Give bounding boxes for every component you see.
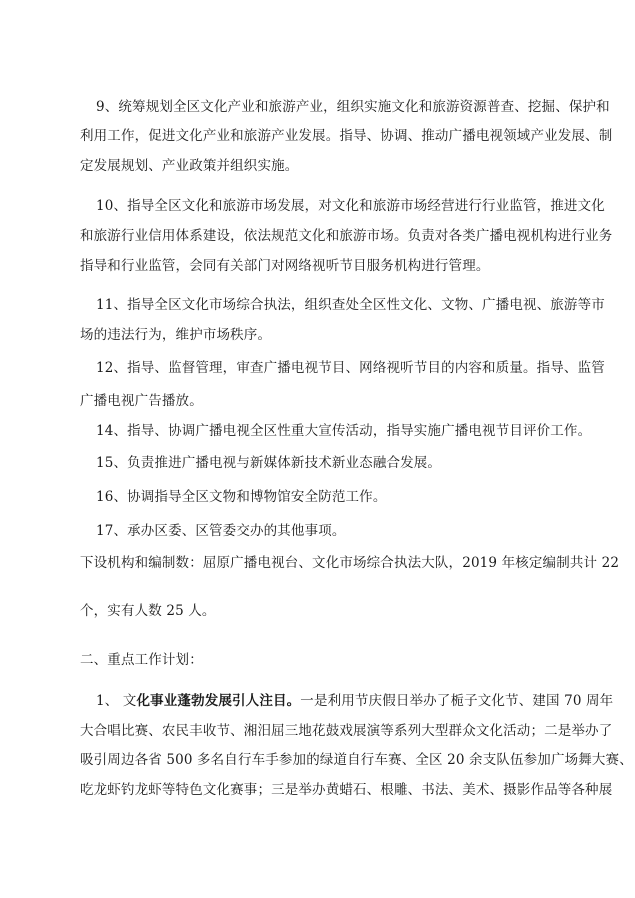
plan-item-1-line-3: 吸引周边各省 500 多名自行车手参加的绿道自行车赛、全区 20 余支队伍参加广场舞大赛、 [80, 752, 633, 768]
plan-item-1-line-4: 吃龙虾钓龙虾等特色文化赛事；三是举办黄蜡石、根雕、书法、美术、摄影作品等各种展 [80, 782, 613, 798]
item-12-line-1: 12、指导、监督管理，审查广播电视节目、网络视听节目的内容和质量。指导、监管 [96, 360, 605, 376]
item-11-line-2: 场的违法行为，维护市场秩序。 [80, 327, 272, 343]
plan-item-first-line-rest: 一是利用节庆假日举办了栀子文化节、建国 70 周年 [300, 693, 614, 709]
staffing-line-2: 个，实有人数 25 人。 [80, 603, 216, 619]
section-heading: 二、重点工作计划： [80, 652, 203, 668]
item-9-line-2: 利用工作，促进文化产业和旅游产业发展。指导、协调、推动广播电视领域产业发展、制 [80, 128, 613, 144]
item-10-line-2: 和旅游行业信用体系建设，依法规范文化和旅游市场。负责对各类广播电视机构进行业务 [80, 228, 613, 244]
item-10-line-1: 10、指导全区文化和旅游市场发展，对文化和旅游市场经营进行行业监管，推进文化 [96, 198, 605, 214]
item-12-line-2: 广播电视广告播放。 [80, 393, 203, 409]
plan-item-prefix: 1、 文 [96, 693, 137, 709]
plan-item-bold-title: 化事业蓬勃发展引人注目。 [136, 693, 301, 709]
item-9-line-3: 定发展规划、产业政策并组织实施。 [80, 158, 299, 174]
item-14-line-1: 14、指导、协调广播电视全区性重大宣传活动，指导实施广播电视节目评价工作。 [96, 423, 592, 439]
item-9-line-1: 9、统筹规划全区文化产业和旅游产业，组织实施文化和旅游资源普查、挖掘、保护和 [96, 99, 610, 115]
item-11-line-1: 11、指导全区文化市场综合执法，组织查处全区性文化、文物、广播电视、旅游等市 [96, 297, 605, 313]
plan-item-1-line-1 [96, 691, 614, 711]
item-10-line-3: 指导和行业监管，会同有关部门对网络视听节目服务机构进行管理。 [80, 258, 490, 274]
staffing-line-1: 下设机构和编制数：屈原广播电视台、文化市场综合执法大队，2019 年核定编制共计 22 [80, 555, 620, 571]
item-17-line-1: 17、承办区委、区管委交办的其他事项。 [96, 523, 346, 539]
item-15-line-1: 15、负责推进广播电视与新媒体新技术新业态融合发展。 [96, 455, 442, 471]
item-16-line-1: 16、协调指导全区文物和博物馆安全防范工作。 [96, 489, 387, 505]
plan-item-1-line-2: 大合唱比赛、农民丰收节、湘汨屈三地花鼓戏展演等系列大型群众文化活动；二是举办了 [80, 723, 613, 739]
